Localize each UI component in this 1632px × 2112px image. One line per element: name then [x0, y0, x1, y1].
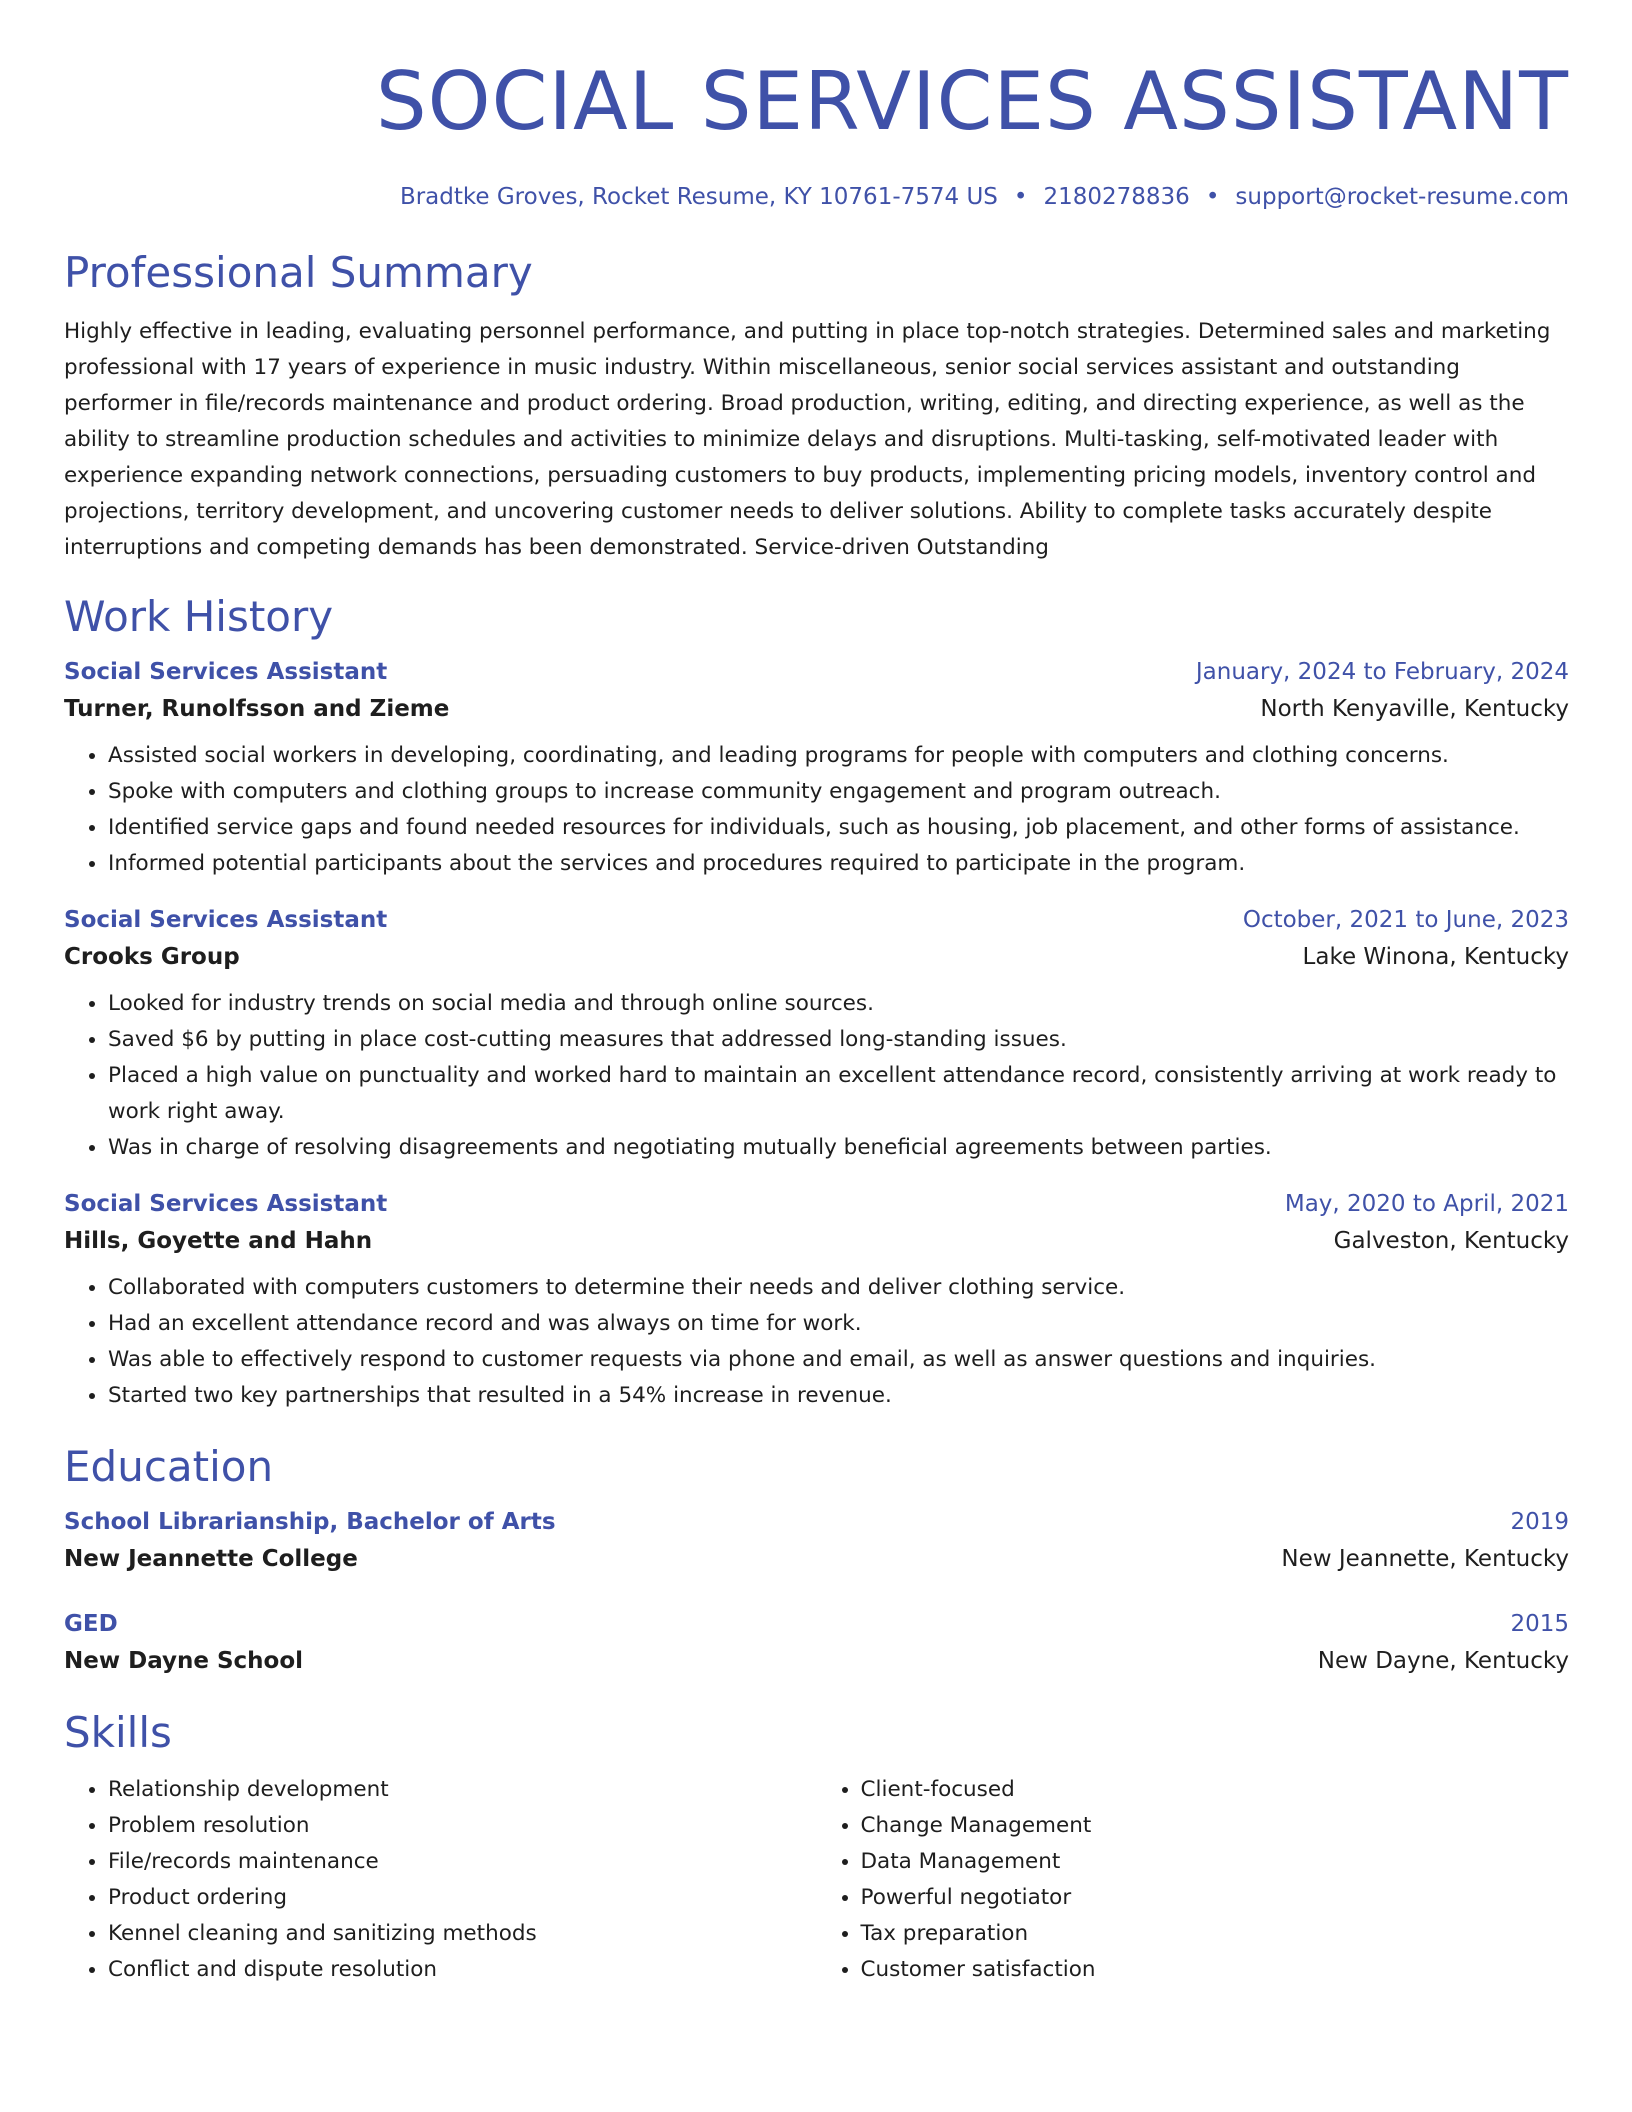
job-bullets	[64, 986, 1569, 1166]
job-bullet: • Was able to effectively respond to customer requests via phone and email, as well as answer questions and inquiries.	[108, 1342, 1569, 1378]
resume-header	[64, 54, 1569, 212]
job-position: Social Services Assistant	[64, 659, 388, 685]
contact-separator: •	[1013, 184, 1028, 210]
skill-item: • Tax preparation	[861, 1916, 1570, 1952]
job-bullet: • Started two key partnerships that resulted in a 54% increase in revenue.	[108, 1378, 1569, 1414]
job-location: Galveston, Kentucky	[1333, 1228, 1569, 1254]
education-entry	[64, 1606, 1569, 1680]
skill-item: • File/records maintenance	[108, 1844, 817, 1880]
education-year: 2015	[1510, 1611, 1569, 1637]
job-bullet: • Placed a high value on punctuality and worked hard to maintain an excellent attendance record, consistently arriving at work ready to work right away.	[108, 1058, 1569, 1130]
job-bullet: • Informed potential participants about the services and procedures required to participate in the program.	[108, 846, 1569, 882]
job-bullet: • Identified service gaps and found needed resources for individuals, such as housing, job placement, and other forms of assistance.	[108, 810, 1569, 846]
contact-line	[64, 182, 1569, 212]
skill-item: • Customer satisfaction	[861, 1952, 1570, 1988]
job-bullet: • Collaborated with computers customers to determine their needs and deliver clothing service.	[108, 1270, 1569, 1306]
job-dates: January, 2024 to February, 2024	[1195, 659, 1569, 685]
job-bullet: • Looked for industry trends on social media and through online sources.	[108, 986, 1569, 1022]
skills-list	[64, 1772, 1569, 1988]
education-school: New Jeannette College	[64, 1546, 358, 1572]
skill-item: • Data Management	[861, 1844, 1570, 1880]
education-heading: Education	[64, 1442, 274, 1491]
resume-name: SOCIAL SERVICES ASSISTANT	[375, 55, 1569, 148]
job-entry	[64, 654, 1569, 882]
job-bullet: • Assisted social workers in developing, coordinating, and leading programs for people with computers and clothing concerns.	[108, 738, 1569, 774]
skill-item: • Product ordering	[108, 1880, 817, 1916]
job-location: Lake Winona, Kentucky	[1302, 944, 1569, 970]
education-entry	[64, 1504, 1569, 1578]
job-entry	[64, 902, 1569, 1166]
job-dates: May, 2020 to April, 2021	[1284, 1191, 1569, 1217]
skill-item: • Relationship development	[108, 1772, 817, 1808]
job-dates: October, 2021 to June, 2023	[1242, 907, 1569, 933]
job-bullet: • Spoke with computers and clothing groups to increase community engagement and program outreach.	[108, 774, 1569, 810]
contact-separator: •	[1205, 184, 1220, 210]
job-position: Social Services Assistant	[64, 907, 388, 933]
skill-item: • Problem resolution	[108, 1808, 817, 1844]
job-bullets	[64, 738, 1569, 882]
skills-heading: Skills	[64, 1708, 172, 1757]
contact-email[interactable]: support@rocket-resume.com	[1235, 184, 1569, 210]
skill-item: • Change Management	[861, 1808, 1570, 1844]
summary-heading: Professional Summary	[64, 248, 533, 297]
education-degree: School Librarianship, Bachelor of Arts	[64, 1509, 556, 1535]
job-location: North Kenyaville, Kentucky	[1260, 696, 1569, 722]
job-position: Social Services Assistant	[64, 1191, 388, 1217]
contact-phone: 2180278836	[1043, 184, 1190, 210]
skill-item: • Client-focused	[861, 1772, 1570, 1808]
skill-item: • Powerful negotiator	[861, 1880, 1570, 1916]
job-company: Turner, Runolfsson and Zieme	[64, 696, 450, 722]
summary-text: Highly effective in leading, evaluating personnel performance, and putting in place top-notch strategies. Determined sales and marketing professional with 17 years of experience in music industry. Within miscellaneous, senior social services assistant and outstanding performer in file/records maintenance and product ordering. Broad production, writing, editing, and directing experience, as well as the ability to streamline production schedules and activities to minimize delays and disruptions. Multi-tasking, self-motivated leader with experience expanding network connections, persuading customers to buy products, implementing pricing models, inventory control and projections, territory development, and uncovering customer needs to deliver solutions. Ability to complete tasks accurately despite interruptions and competing demands has been demonstrated. Service-driven Outstanding	[64, 319, 1551, 560]
contact-address: Bradtke Groves, Rocket Resume, KY 10761-7574 US	[399, 184, 998, 210]
education-location: New Jeannette, Kentucky	[1281, 1546, 1569, 1572]
work-history-heading: Work History	[64, 592, 334, 641]
job-bullet: • Saved $6 by putting in place cost-cutting measures that addressed long-standing issues.	[108, 1022, 1569, 1058]
skill-item: • Kennel cleaning and sanitizing methods	[108, 1916, 817, 1952]
job-bullet: • Had an excellent attendance record and was always on time for work.	[108, 1306, 1569, 1342]
job-bullets	[64, 1270, 1569, 1414]
job-entry	[64, 1186, 1569, 1414]
skills-column-left	[64, 1772, 817, 1988]
skill-item: • Conflict and dispute resolution	[108, 1952, 817, 1988]
job-company: Hills, Goyette and Hahn	[64, 1228, 373, 1254]
education-year: 2019	[1510, 1509, 1569, 1535]
skills-column-right	[817, 1772, 1570, 1988]
education-school: New Dayne School	[64, 1648, 304, 1674]
education-degree: GED	[64, 1611, 118, 1637]
education-location: New Dayne, Kentucky	[1317, 1648, 1569, 1674]
job-company: Crooks Group	[64, 944, 240, 970]
job-bullet: • Was in charge of resolving disagreements and negotiating mutually beneficial agreements between parties.	[108, 1130, 1569, 1166]
